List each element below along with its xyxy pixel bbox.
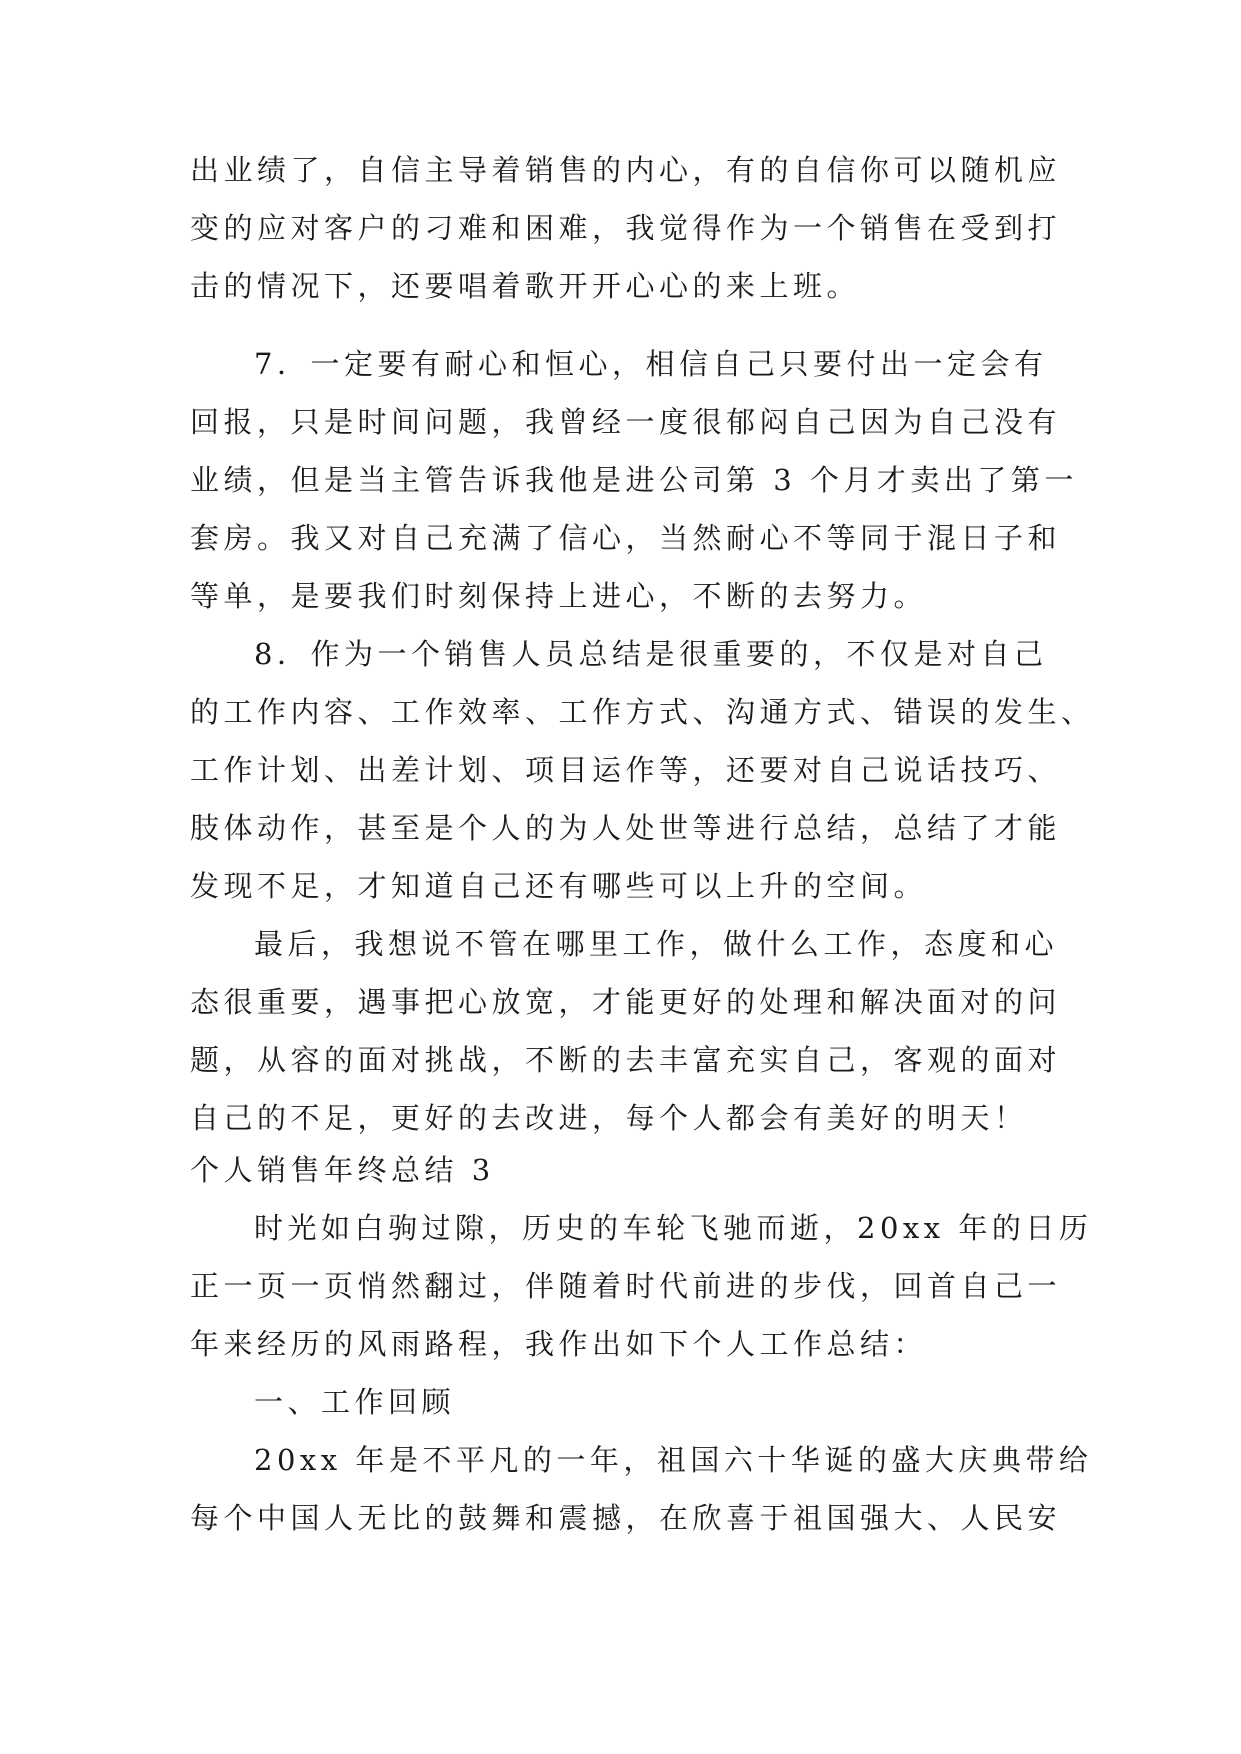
paragraph-start: 最后，我想说不管在哪里工作，做什么工作，态度和心 bbox=[254, 927, 1059, 961]
body-text-line: 击的情况下，还要唱着歌开开心心的来上班。 bbox=[190, 269, 861, 303]
body-text-line: 出业绩了，自信主导着销售的内心，有的自信你可以随机应 bbox=[190, 153, 1062, 187]
list-item-8: 8．作为一个销售人员总结是很重要的，不仅是对自己 bbox=[254, 637, 1048, 671]
body-text-line: 等单，是要我们时刻保持上进心，不断的去努力。 bbox=[190, 579, 928, 613]
body-text-line: 发现不足，才知道自己还有哪些可以上升的空间。 bbox=[190, 869, 928, 903]
body-text-line: 工作计划、出差计划、项目运作等，还要对自己说话技巧、 bbox=[190, 753, 1062, 787]
body-text-line: 题，从容的面对挑战，不断的去丰富充实自己，客观的面对 bbox=[190, 1043, 1062, 1077]
body-text-line: 态很重要，遇事把心放宽，才能更好的处理和解决面对的问 bbox=[190, 985, 1062, 1019]
body-text-line: 变的应对客户的刁难和困难，我觉得作为一个销售在受到打 bbox=[190, 211, 1062, 245]
body-text-line: 每个中国人无比的鼓舞和震撼，在欣喜于祖国强大、人民安 bbox=[190, 1501, 1062, 1535]
body-text-line: 自己的不足，更好的去改进，每个人都会有美好的明天！ bbox=[190, 1101, 1028, 1135]
body-text-line: 肢体动作，甚至是个人的为人处世等进行总结，总结了才能 bbox=[190, 811, 1062, 845]
section-heading: 个人销售年终总结 3 bbox=[190, 1153, 495, 1187]
paragraph-start: 时光如白驹过隙，历史的车轮飞驰而逝，20xx 年的日历 bbox=[254, 1211, 1093, 1245]
body-text-line: 的工作内容、工作效率、工作方式、沟通方式、错误的发生、 bbox=[190, 695, 1095, 729]
body-text-line: 年来经历的风雨路程，我作出如下个人工作总结： bbox=[190, 1327, 928, 1361]
body-text-line: 正一页一页悄然翻过，伴随着时代前进的步伐，回首自己一 bbox=[190, 1269, 1062, 1303]
body-text-line: 业绩，但是当主管告诉我他是进公司第 3 个月才卖出了第一 bbox=[190, 463, 1078, 497]
paragraph-start: 20xx 年是不平凡的一年，祖国六十华诞的盛大庆典带给 bbox=[254, 1443, 1093, 1477]
body-text-line: 套房。我又对自己充满了信心，当然耐心不等同于混日子和 bbox=[190, 521, 1062, 555]
list-item-7: 7．一定要有耐心和恒心，相信自己只要付出一定会有 bbox=[254, 347, 1048, 381]
body-text-line: 回报，只是时间问题，我曾经一度很郁闷自己因为自己没有 bbox=[190, 405, 1062, 439]
subsection-heading: 一、工作回顾 bbox=[254, 1385, 456, 1419]
